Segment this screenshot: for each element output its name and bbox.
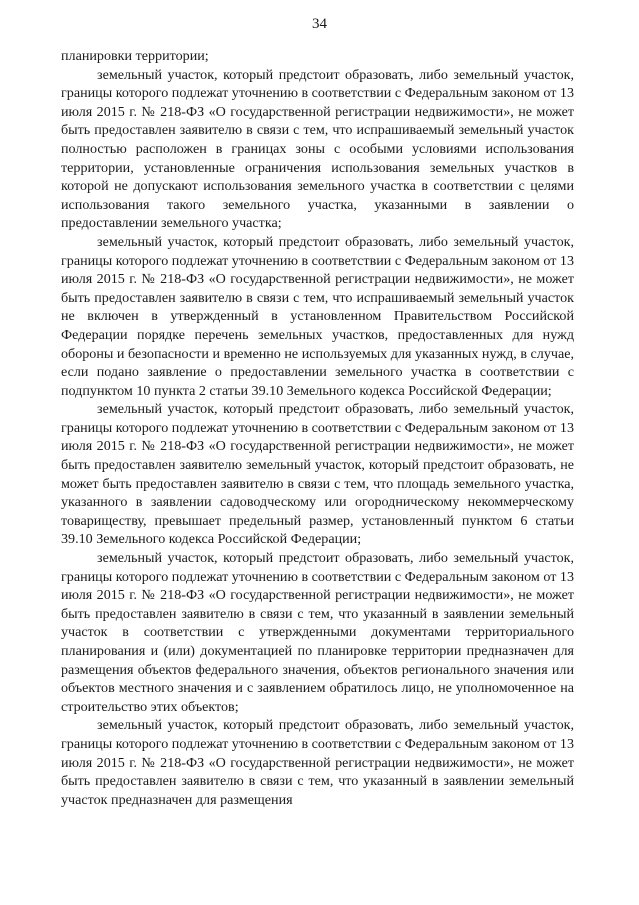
paragraph: земельный участок, который предстоит образовать, либо земельный участок, границы которого подлежат уточнению в соответствии с Федеральным законом от 13 июля 2015 г. № 218-ФЗ «О государственной регистрации недвижимости», не может быть предоставлен заявителю земельный участок, который предстоит образовать, не может быть предоставлен заявителю в связи с тем, что площадь земельного участка, указанного в заявлении садоводческому или огородническому некоммерческому товариществу, превышает предельный размер, установленный пунктом 6 статьи 39.10 Земельного кодекса Российской Федерации; (61, 401, 574, 548)
page-number: 34 (312, 16, 327, 32)
paragraph-continuation: планировки территории; (61, 48, 209, 64)
document-body (61, 47, 574, 809)
paragraph: земельный участок, который предстоит образовать, либо земельный участок, границы которого подлежат уточнению в соответствии с Федеральным законом от 13 июля 2015 г. № 218-ФЗ «О государственной регистрации недвижимости», не может быть предоставлен заявителю в связи с тем, что испрашиваемый земельный участок полностью расположен в границах зоны с особыми условиями использования территории, установленные ограничения использования земельных участков в которой не допускают использования земельного участка в соответствии с целями использования такого земельного участка, указанными в заявлении о предоставлении земельного участка; (61, 66, 574, 232)
paragraph: земельный участок, который предстоит образовать, либо земельный участок, границы которого подлежат уточнению в соответствии с Федеральным законом от 13 июля 2015 г. № 218-ФЗ «О государственной регистрации недвижимости», не может быть предоставлен заявителю в связи с тем, что указанный в заявлении земельный участок в соответствии с утвержденными документами территориального планирования и (или) документацией по планировке территории предназначен для размещения объектов федерального значения, объектов регионального значения или объектов местного значения и с заявлением обратилось лицо, не уполномоченное на строительство этих объектов; (61, 550, 574, 715)
paragraph-truncated: земельный участок, который предстоит образовать, либо земельный участок, границы которого подлежат уточнению в соответствии с Федеральным законом от 13 июля 2015 г. № 218-ФЗ «О государственной регистрации недвижимости», не может быть предоставлен заявителю в связи с тем, что указанный в заявлении земельный участок предназначен для размещения (61, 717, 574, 808)
paragraph: земельный участок, который предстоит образовать, либо земельный участок, границы которого подлежат уточнению в соответствии с Федеральным законом от 13 июля 2015 г. № 218-ФЗ «О государственной регистрации недвижимости», не может быть предоставлен заявителю в связи с тем, что испрашиваемый земельный участок не включен в утвержденный в установленном Правительством Российской Федерации порядке перечень земельных участков, предоставленных для нужд обороны и безопасности и временно не используемых для указанных нужд, в случае, если подано заявление о предоставлении земельного участка в соответствии с подпунктом 10 пункта 2 статьи 39.10 Земельного кодекса Российской Федерации; (61, 233, 574, 399)
